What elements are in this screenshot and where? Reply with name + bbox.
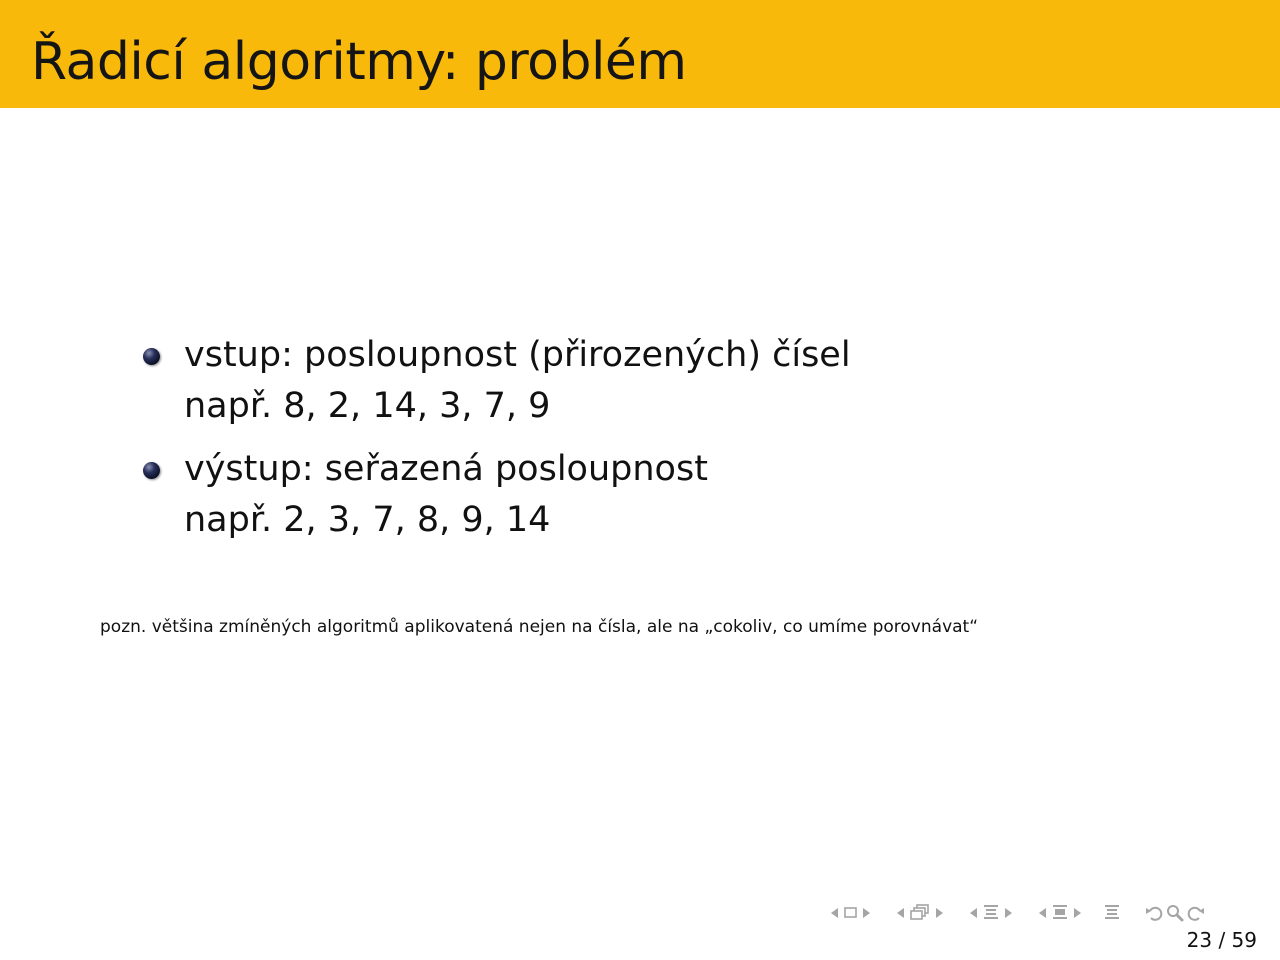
- undo-icon[interactable]: [1143, 903, 1165, 923]
- redo-icon[interactable]: [1185, 903, 1207, 923]
- next-part-icon[interactable]: [1074, 908, 1081, 918]
- previous-subsection-icon[interactable]: [897, 908, 904, 918]
- bullet-item-input-example: např. 8, 2, 14, 3, 7, 9: [184, 386, 551, 426]
- bullet-item-output: [141, 444, 1141, 546]
- search-icon[interactable]: [1165, 903, 1185, 923]
- subsection-icon[interactable]: [909, 903, 931, 923]
- tools-navigation: [1143, 903, 1207, 923]
- next-section-icon[interactable]: [1005, 908, 1012, 918]
- bullet-item-input: [141, 330, 1141, 432]
- bullet-icon: [143, 348, 160, 365]
- slide-title: Řadicí algoritmy: problém: [31, 32, 687, 92]
- part-navigation: [1034, 903, 1086, 923]
- subsection-navigation: [892, 903, 948, 923]
- document-navigation: [1103, 903, 1121, 923]
- slide-content: [141, 330, 1141, 558]
- frame-icon[interactable]: [843, 906, 858, 920]
- document-icon[interactable]: [1103, 903, 1121, 923]
- previous-part-icon[interactable]: [1039, 908, 1046, 918]
- previous-slide-icon[interactable]: [831, 908, 838, 918]
- footnote: pozn. většina zmíněných algoritmů aplikovatená nejen na čísla, ale na „cokoliv, co umíme porovnávat“: [100, 617, 979, 637]
- frame-navigation: [826, 906, 875, 920]
- page-number: 23 / 59: [1186, 928, 1257, 952]
- title-bar: [0, 0, 1280, 108]
- section-navigation: [965, 903, 1017, 923]
- bullet-item-output-title: výstup: seřazená posloupnost: [184, 449, 708, 489]
- beamer-navigation: [826, 900, 1207, 926]
- next-subsection-icon[interactable]: [936, 908, 943, 918]
- bullet-item-input-title: vstup: posloupnost (přirozených) čísel: [184, 335, 851, 375]
- next-slide-icon[interactable]: [863, 908, 870, 918]
- section-icon[interactable]: [982, 903, 1000, 923]
- bullet-item-output-example: např. 2, 3, 7, 8, 9, 14: [184, 500, 551, 540]
- bullet-icon: [143, 462, 160, 479]
- previous-section-icon[interactable]: [970, 908, 977, 918]
- part-icon[interactable]: [1051, 903, 1069, 923]
